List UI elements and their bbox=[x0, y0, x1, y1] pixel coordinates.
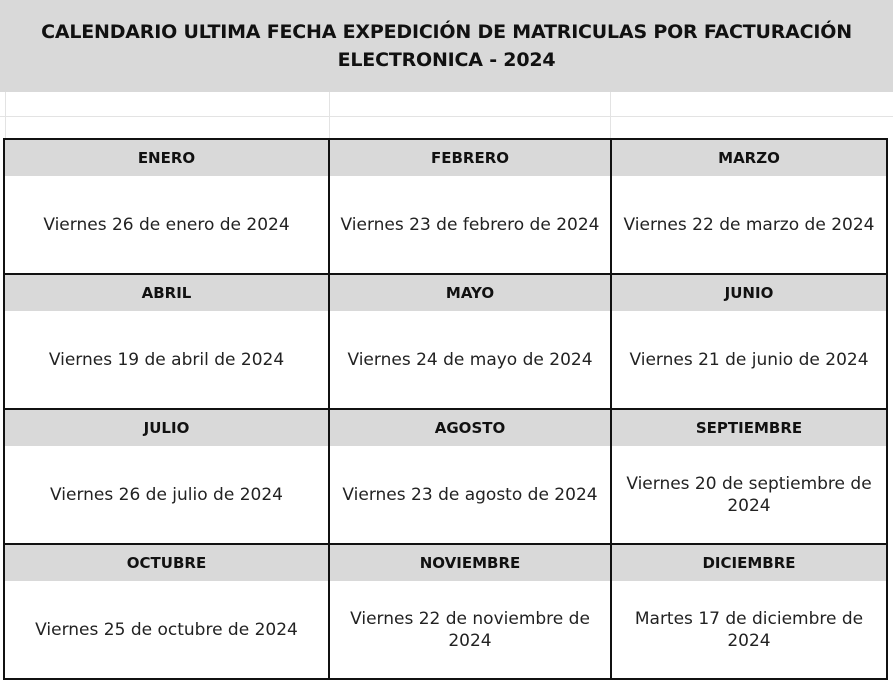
month-header: FEBRERO bbox=[330, 140, 610, 176]
title-line-1: CALENDARIO ULTIMA FECHA EXPEDICIÓN DE MATRICULAS POR FACTURACIÓN bbox=[41, 21, 852, 43]
calendar-table bbox=[3, 138, 888, 680]
month-cell-diciembre[interactable] bbox=[612, 545, 886, 678]
sheet-gridline bbox=[0, 116, 893, 117]
table-row bbox=[5, 140, 886, 275]
month-date: Viernes 26 de enero de 2024 bbox=[43, 214, 290, 235]
title-line-2: ELECTRONICA - 2024 bbox=[337, 49, 556, 71]
month-cell-enero[interactable] bbox=[5, 140, 330, 273]
month-date: Viernes 19 de abril de 2024 bbox=[48, 349, 285, 370]
month-header: JULIO bbox=[5, 410, 328, 446]
month-cell-noviembre[interactable] bbox=[330, 545, 612, 678]
month-header: MAYO bbox=[330, 275, 610, 311]
month-header: DICIEMBRE bbox=[612, 545, 886, 581]
month-header: SEPTIEMBRE bbox=[612, 410, 886, 446]
month-cell-febrero[interactable] bbox=[330, 140, 612, 273]
month-date: Viernes 21 de junio de 2024 bbox=[629, 349, 869, 370]
month-date: Viernes 23 de febrero de 2024 bbox=[340, 214, 600, 235]
sheet-gridline bbox=[329, 92, 330, 138]
month-cell-marzo[interactable] bbox=[612, 140, 886, 273]
month-header: OCTUBRE bbox=[5, 545, 328, 581]
month-date: Viernes 23 de agosto de 2024 bbox=[342, 484, 598, 505]
month-header: ABRIL bbox=[5, 275, 328, 311]
month-cell-octubre[interactable] bbox=[5, 545, 330, 678]
month-header: MARZO bbox=[612, 140, 886, 176]
table-row bbox=[5, 410, 886, 545]
sheet-gridline bbox=[5, 92, 6, 138]
month-header: NOVIEMBRE bbox=[330, 545, 610, 581]
month-date: Viernes 22 de marzo de 2024 bbox=[623, 214, 875, 235]
month-cell-mayo[interactable] bbox=[330, 275, 612, 408]
month-date: Viernes 24 de mayo de 2024 bbox=[347, 349, 593, 370]
month-cell-agosto[interactable] bbox=[330, 410, 612, 543]
page-title bbox=[0, 18, 893, 74]
month-date: Viernes 20 de septiembre de 2024 bbox=[626, 473, 872, 516]
month-header: AGOSTO bbox=[330, 410, 610, 446]
month-date: Viernes 26 de julio de 2024 bbox=[50, 484, 283, 505]
table-row bbox=[5, 545, 886, 678]
month-date: Viernes 25 de octubre de 2024 bbox=[35, 619, 298, 640]
month-header: JUNIO bbox=[612, 275, 886, 311]
sheet-gridline bbox=[610, 92, 611, 138]
month-cell-junio[interactable] bbox=[612, 275, 886, 408]
month-date: Viernes 22 de noviembre de 2024 bbox=[350, 608, 590, 651]
month-cell-abril[interactable] bbox=[5, 275, 330, 408]
month-cell-julio[interactable] bbox=[5, 410, 330, 543]
table-row bbox=[5, 275, 886, 410]
month-cell-septiembre[interactable] bbox=[612, 410, 886, 543]
month-date: Martes 17 de diciembre de 2024 bbox=[634, 608, 864, 651]
month-header: ENERO bbox=[5, 140, 328, 176]
